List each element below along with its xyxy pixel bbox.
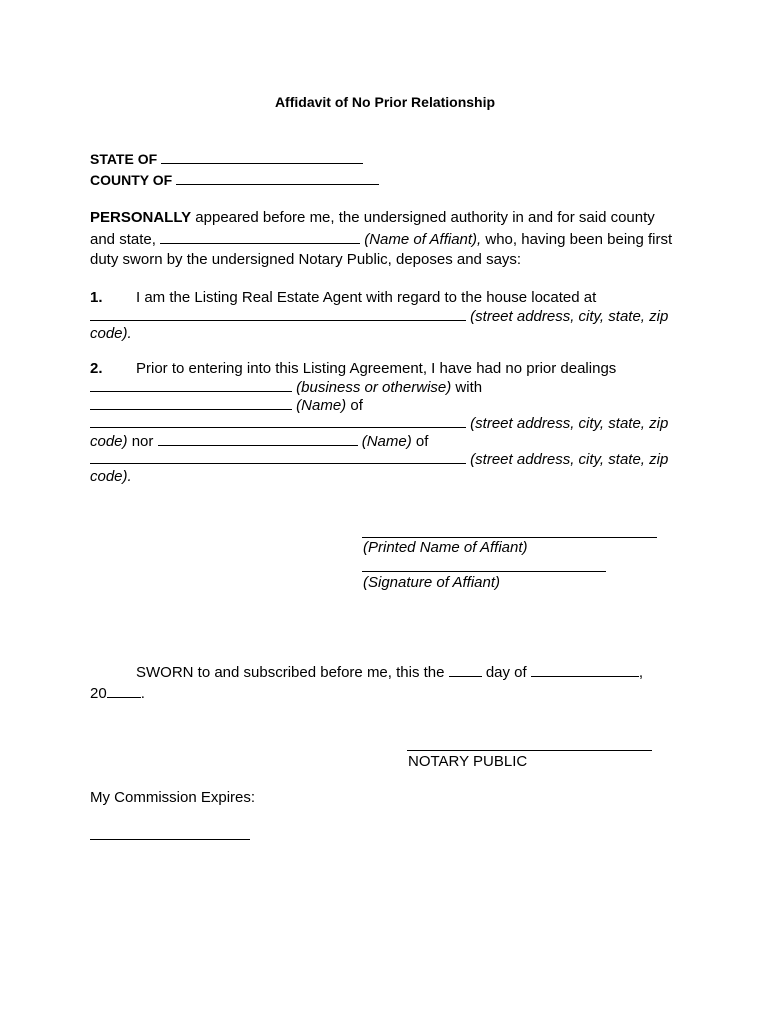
party-address-blank[interactable] — [90, 414, 466, 428]
business-hint: (business or otherwise) — [296, 379, 452, 396]
year-blank[interactable] — [107, 684, 141, 698]
affiant-name-blank[interactable] — [160, 230, 360, 244]
item1-number: 1. — [90, 289, 103, 306]
code-nor: code) — [90, 433, 128, 450]
second-name-blank[interactable] — [158, 432, 358, 446]
sworn-comma: , — [638, 664, 644, 681]
item2-line-3 — [90, 396, 363, 415]
state-blank[interactable] — [161, 150, 363, 164]
party-name-blank[interactable] — [90, 396, 292, 410]
document-title: Affidavit of No Prior Relationship — [274, 94, 496, 110]
item2-line-1 — [90, 360, 616, 378]
affiant-name-hint: (Name of Affiant), — [364, 231, 482, 248]
business-blank[interactable] — [90, 378, 292, 392]
sworn-line-2 — [90, 684, 145, 703]
nor-word: nor — [127, 433, 158, 450]
sworn-day-blank[interactable] — [449, 663, 482, 677]
sworn-month-blank[interactable] — [531, 663, 639, 677]
printed-name-caption: (Printed Name of Affiant) — [363, 539, 528, 556]
item2-line-4 — [90, 414, 668, 433]
printed-name-line[interactable] — [362, 537, 657, 538]
county-blank[interactable] — [176, 171, 379, 185]
notary-signature-line[interactable] — [407, 750, 652, 751]
item1-line-1 — [90, 289, 596, 307]
notary-label: NOTARY PUBLIC — [408, 753, 528, 770]
with-word: with — [451, 379, 483, 396]
item1-text: I am the Listing Real Estate Agent with regard to the house located at — [136, 289, 597, 306]
of-word: of — [346, 397, 363, 414]
party-name-hint: (Name) — [296, 397, 347, 414]
item2-line-5 — [90, 432, 428, 451]
commission-expiry-line[interactable] — [90, 839, 250, 840]
item2-text: Prior to entering into this Listing Agreement, I have had no prior dealings — [136, 360, 617, 377]
second-address-hint: (street address, city, state, zip — [470, 451, 669, 468]
signature-caption: (Signature of Affiant) — [363, 574, 501, 591]
intro-line-2 — [90, 230, 672, 249]
county-label: COUNTY OF — [90, 172, 173, 188]
item1-address-hint: (street address, city, state, zip — [470, 308, 669, 325]
signature-line[interactable] — [362, 571, 606, 572]
intro-line2-end: who, having been being first — [481, 231, 673, 248]
item2-code-end: code). — [90, 468, 132, 485]
intro-line-1 — [90, 209, 655, 227]
commission-label: My Commission Expires: — [90, 789, 256, 806]
party-address-hint: (street address, city, state, zip — [470, 415, 669, 432]
item2-number: 2. — [90, 360, 103, 377]
year-prefix: 20 — [90, 685, 107, 702]
second-name-hint: (Name) — [361, 433, 412, 450]
item1-code-end: code). — [90, 325, 132, 342]
second-address-blank[interactable] — [90, 450, 466, 464]
of-word-2: of — [411, 433, 429, 450]
sworn-text: SWORN to and subscribed before me, this the — [136, 664, 449, 681]
year-period: . — [140, 685, 145, 702]
intro-line1-text: appeared before me, the undersigned authority in and for said county — [191, 209, 655, 226]
item1-line-2 — [90, 307, 668, 326]
item2-line-2 — [90, 378, 482, 397]
intro-line-3: duty sworn by the undersigned Notary Public, deposes and says: — [90, 251, 522, 268]
sworn-day-word: day of — [481, 664, 531, 681]
state-line — [90, 150, 363, 168]
county-line — [90, 171, 379, 189]
state-label: STATE OF — [90, 151, 158, 167]
intro-line2-start: and state, — [90, 231, 161, 248]
item1-address-blank[interactable] — [90, 307, 466, 321]
intro-bold-word: PERSONALLY — [90, 209, 192, 226]
sworn-line-1 — [90, 663, 643, 682]
item2-line-6 — [90, 450, 668, 469]
